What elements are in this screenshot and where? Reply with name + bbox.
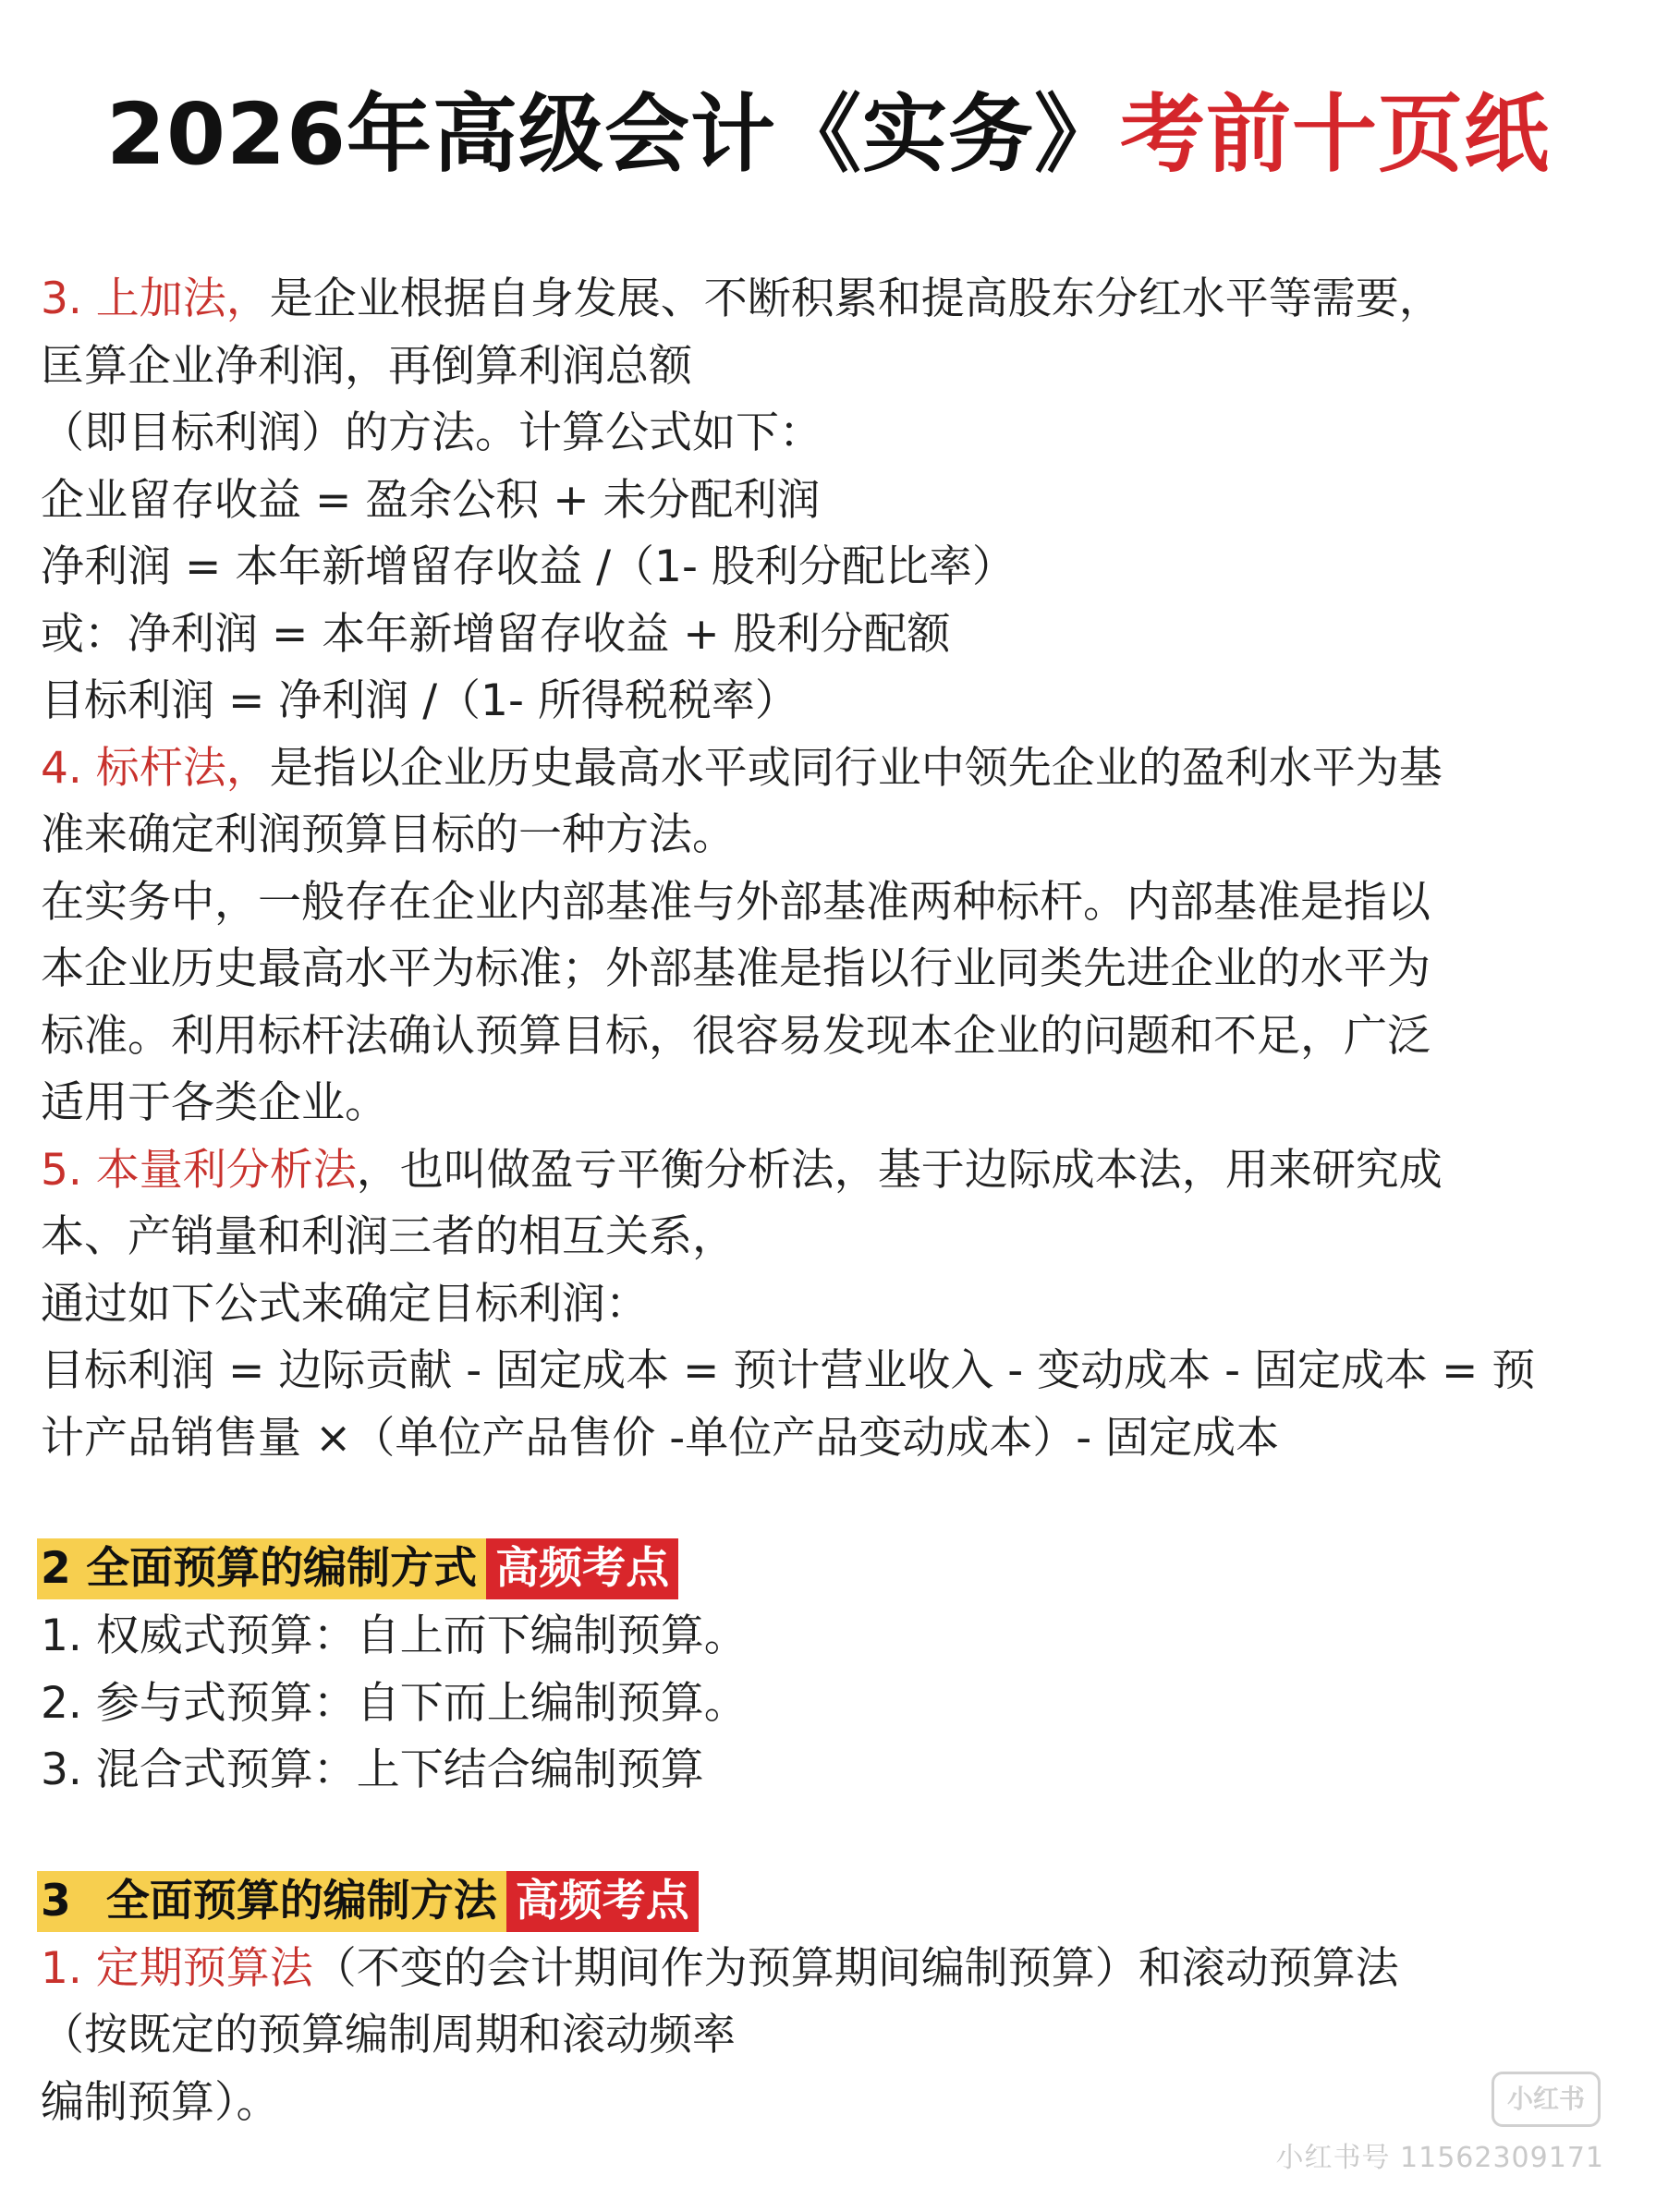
section-3-item-1-line-2: （按既定的预算编制周期和滚动频率 [41, 2010, 736, 2060]
method-5-text: ，也叫做盈亏平衡分析法，基于边际成本法，用来研究成 [356, 1144, 1443, 1196]
section-3-item-1-line-3: 编制预算）。 [41, 2076, 280, 2128]
xiaohongshu-logo-icon: 小红书 [1492, 2072, 1601, 2127]
page-title-highlight: 考前十页纸 [1120, 85, 1551, 184]
formula-net-profit-alt: 或：净利润 = 本年新增留存收益 + 股利分配额 [41, 608, 951, 660]
section-3-heading [41, 1871, 1612, 1932]
section-2-item-3: 3. 混合式预算：上下结合编制预算 [41, 1744, 704, 1795]
method-4-line-5: 标准。利用标杆法确认预算目标，很容易发现本企业的问题和不足，广泛 [41, 1010, 1431, 1062]
method-4-line-2: 准来确定利润预算目标的一种方法。 [41, 809, 736, 860]
formula-cvp-2: 计产品销售量 ×（单位产品售价 -单位产品变动成本）- 固定成本 [41, 1412, 1280, 1464]
method-5-line-3: 通过如下公式来确定目标利润： [41, 1278, 649, 1330]
formula-retained-earnings: 企业留存收益 = 盈余公积 + 未分配利润 [41, 474, 821, 526]
method-4-text: 是指以企业历史最高水平或同行业中领先企业的盈利水平为基 [269, 742, 1443, 794]
formula-cvp-1: 目标利润 = 边际贡献 - 固定成本 = 预计营业收入 - 变动成本 - 固定成本 = 预 [41, 1345, 1536, 1396]
method-3-term: 3. 上加法， [41, 273, 270, 324]
method-3-line-2: 匡算企业净利润，再倒算利润总额 [41, 340, 692, 392]
page-title [0, 79, 1656, 190]
method-5-line-2: 本、产销量和利润三者的相互关系， [41, 1211, 736, 1262]
section-2-item-2: 2. 参与式预算：自下而上编制预算。 [41, 1677, 748, 1729]
section-3-number: 3 [41, 1875, 71, 1926]
method-3-line-3: （即目标利润）的方法。计算公式如下： [41, 407, 822, 458]
spacer [41, 1472, 1612, 1538]
spacer [41, 1805, 1612, 1871]
formula-net-profit: 净利润 = 本年新增留存收益 /（1- 股利分配比率） [41, 541, 1016, 592]
method-4-line-6: 适用于各类企业。 [41, 1077, 388, 1128]
section-3-item-1-text: （不变的会计期间作为预算期间编制预算）和滚动预算法 [312, 1942, 1399, 1994]
section-3-item-1-line-1 [41, 1936, 1612, 2003]
section-2-badge: 高频考点 [486, 1538, 678, 1599]
section-3-item-1-term: 1. 定期预算法 [41, 1942, 313, 1994]
watermark-text: 小红书号 11562309171 [1275, 2142, 1604, 2174]
method-3-line-1 [41, 266, 1612, 334]
method-4-term: 4. 标杆法， [41, 742, 270, 794]
method-5-term: 5. 本量利分析法 [41, 1144, 357, 1196]
content-body [41, 266, 1612, 2136]
section-3-title-text: 全面预算的编制方法 [105, 1875, 497, 1926]
formula-target-profit: 目标利润 = 净利润 /（1- 所得税税率） [41, 675, 798, 726]
section-2-title: 2 全面预算的编制方式 [37, 1538, 486, 1599]
section-3-title [37, 1871, 506, 1932]
method-4-line-3: 在实务中，一般存在企业内部基准与外部基准两种标杆。内部基准是指以 [41, 876, 1431, 928]
method-3-text: 是企业根据自身发展、不断积累和提高股东分红水平等需要， [269, 273, 1443, 324]
method-4-line-4: 本企业历史最高水平为标准；外部基准是指以行业同类先进企业的水平为 [41, 943, 1431, 994]
method-5-line-1 [41, 1137, 1612, 1205]
section-2-item-1: 1. 权威式预算：自上而下编制预算。 [41, 1610, 748, 1661]
section-2-heading [41, 1538, 1612, 1599]
method-4-line-1 [41, 735, 1612, 803]
page-title-main: 2026年高级会计《实务》 [105, 85, 1121, 184]
section-3-badge: 高频考点 [506, 1871, 699, 1932]
